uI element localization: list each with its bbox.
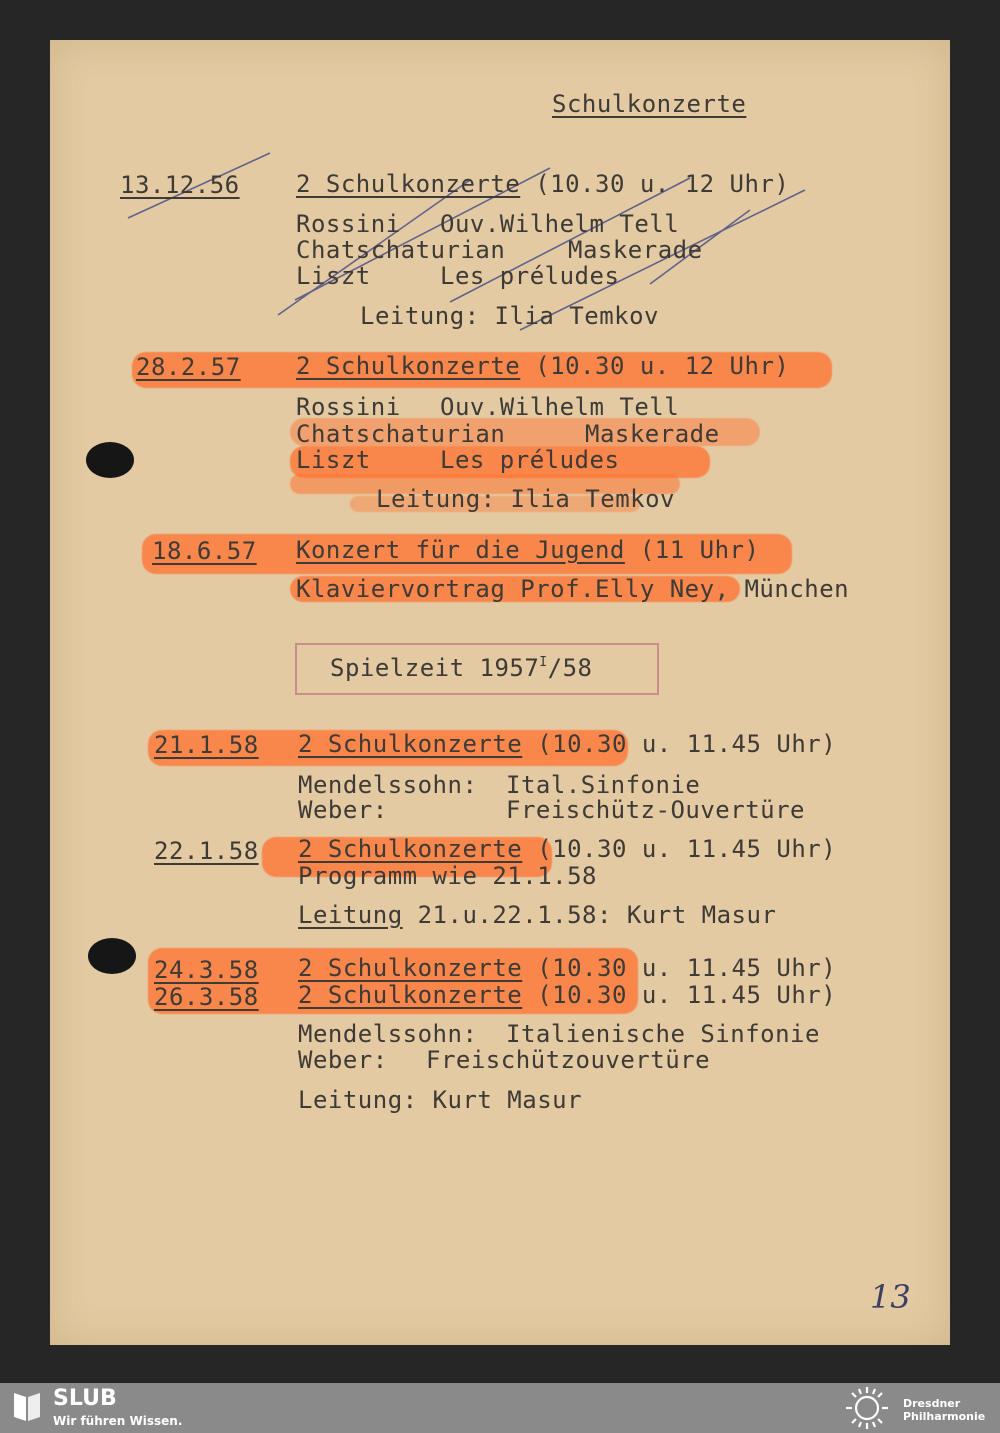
program-work: Freischütz-Ouvertüre: [506, 796, 805, 824]
entry-date: 13.12.56: [120, 171, 240, 199]
program-work: Les préludes: [440, 262, 620, 290]
entry-date: 24.3.58: [154, 956, 259, 984]
program-composer: Weber:: [298, 796, 388, 824]
footer-bar: [0, 1383, 1000, 1433]
entry-time: (11 Uhr): [639, 536, 760, 564]
entry-heading: [296, 536, 759, 564]
season-label: Spielzeit $1957^I/58$: [330, 654, 593, 682]
entry-heading: [298, 954, 836, 982]
program-composer: Chatschaturian: [296, 420, 506, 448]
entry-time: (10.30 u. 11.45 Uhr): [537, 954, 837, 982]
entry-time: (10.30 u. 11.45 Uhr): [537, 981, 837, 1009]
conductor-line: Leitung: Ilia Temkov: [360, 302, 659, 330]
program-composer: Mendelssohn:: [298, 771, 478, 799]
program-work: Maskerade: [568, 236, 703, 264]
program-composer: Rossini: [296, 210, 401, 238]
entry-time: (10.30 u. 11.45 Uhr): [537, 835, 837, 863]
entry-heading: [296, 170, 789, 198]
entry-title: 2 Schulkonzerte: [298, 730, 523, 758]
entry-date: 26.3.58: [154, 983, 259, 1011]
program-composer: Mendelssohn:: [298, 1020, 478, 1048]
entry-heading: [298, 981, 836, 1009]
entry-title: 2 Schulkonzerte: [298, 981, 523, 1009]
season-suffix: /58: [547, 654, 593, 682]
punch-hole: [88, 938, 136, 974]
program-composer: Liszt: [296, 446, 371, 474]
punch-hole: [86, 442, 134, 478]
entry-time: (10.30 u. 12 Uhr): [535, 170, 790, 198]
program-composer: Rossini: [296, 393, 401, 421]
program-work: Ouv.Wilhelm Tell: [440, 210, 680, 238]
entry-heading: [298, 730, 836, 758]
program-reference: Programm wie 21.1.58: [298, 862, 597, 890]
entry-heading: [296, 352, 789, 380]
program-work: Ouv.Wilhelm Tell: [440, 393, 680, 421]
handwritten-page-number: 13: [870, 1278, 911, 1316]
entry-title: 2 Schulkonzerte: [296, 352, 521, 380]
season-superscript: I: [539, 655, 548, 670]
program-work: Italienische Sinfonie: [506, 1020, 820, 1048]
entry-date: 18.6.57: [152, 537, 257, 565]
partner-name[interactable]: Dresdner Philharmonie: [903, 1397, 986, 1423]
entry-title: 2 Schulkonzerte: [298, 954, 523, 982]
entry-time: (10.30 u. 12 Uhr): [535, 352, 790, 380]
conductor-line: Leitung: Ilia Temkov: [376, 485, 675, 513]
entry-title: 2 Schulkonzerte: [296, 170, 521, 198]
entry-date: 28.2.57: [136, 353, 241, 381]
brand-tagline: Wir führen Wissen.: [53, 1414, 183, 1428]
program-work: Freischützouvertüre: [426, 1046, 711, 1074]
program-composer: Liszt: [296, 262, 371, 290]
entry-note: Klaviervortrag Prof.Elly Ney, München: [296, 575, 850, 603]
program-composer: Chatschaturian: [296, 236, 506, 264]
program-work: Maskerade: [585, 420, 720, 448]
document-title: Schulkonzerte: [552, 90, 747, 118]
program-work: Ital.Sinfonie: [506, 771, 701, 799]
program-composer: Weber:: [298, 1046, 388, 1074]
conductor-line: Leitung 21.u.22.1.58: Kurt Masur: [298, 901, 777, 929]
entry-heading: [298, 835, 836, 863]
program-work: Les préludes: [440, 446, 620, 474]
entry-date: 22.1.58: [154, 837, 259, 865]
entry-title: Konzert für die Jugend: [296, 536, 625, 564]
slub-book-icon: [12, 1389, 42, 1423]
brand-name[interactable]: SLUB: [53, 1386, 117, 1411]
entry-date: 21.1.58: [154, 731, 259, 759]
entry-time: (10.30 u. 11.45 Uhr): [537, 730, 837, 758]
document-page: [50, 40, 950, 1345]
entry-title: 2 Schulkonzerte: [298, 835, 523, 863]
conductor-line: Leitung: Kurt Masur: [298, 1086, 583, 1114]
dresdner-philharmonie-logo-icon[interactable]: [842, 1385, 892, 1431]
